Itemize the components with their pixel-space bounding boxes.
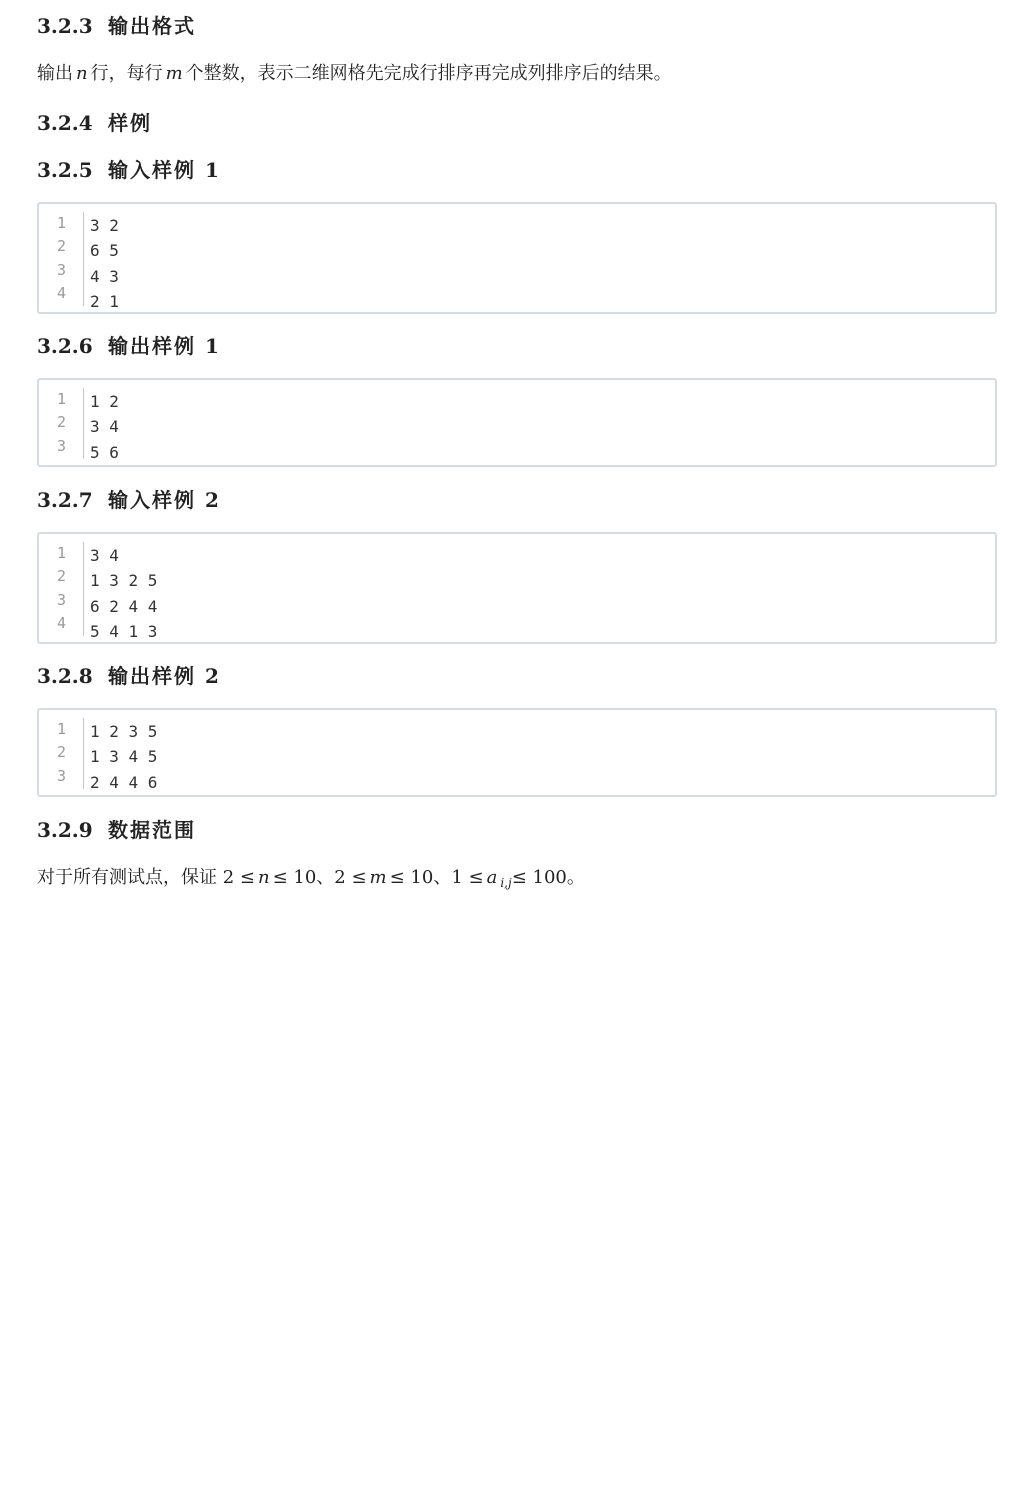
line-number-gutter <box>39 718 84 789</box>
text-run: 输出 <box>37 63 73 84</box>
section-number: 3.2.8 <box>37 664 93 688</box>
math-var-a: a <box>486 867 498 888</box>
code-line: 1 3 2 5 <box>90 571 158 591</box>
section-number: 3.2.4 <box>37 111 93 135</box>
section-title: 输入样例 1 <box>108 158 221 182</box>
text-run: 个整数，表示二维网格先完成行排序再完成列排序后的结果。 <box>185 63 672 84</box>
code-line: 1 3 4 5 <box>90 747 158 767</box>
text-run: 对于所有测试点，保证 2 ≤ <box>37 867 255 888</box>
math-var-n: n <box>76 63 88 84</box>
math-var-m: m <box>165 63 183 84</box>
code-line: 4 3 <box>90 266 119 286</box>
text-run: ≤ 10、2 ≤ <box>272 867 367 888</box>
data-range-paragraph <box>37 866 585 895</box>
code-line: 5 6 <box>90 442 119 462</box>
text-run: 行，每行 <box>90 63 163 84</box>
code-line: 6 2 4 4 <box>90 596 158 616</box>
line-number: 1 <box>56 720 66 738</box>
line-number: 1 <box>56 214 66 232</box>
code-line: 5 4 1 3 <box>90 621 158 641</box>
section-number: 3.2.5 <box>37 158 93 182</box>
line-number: 4 <box>56 613 66 632</box>
section-title: 输入样例 2 <box>108 488 221 512</box>
line-number: 3 <box>56 766 66 785</box>
code-lines <box>90 212 119 313</box>
code-line: 6 5 <box>90 241 119 261</box>
code-block-input-1[interactable] <box>37 202 997 314</box>
output-format-paragraph <box>37 62 672 86</box>
line-number: 3 <box>56 436 66 455</box>
section-heading-output-2 <box>37 664 221 688</box>
section-title: 数据范围 <box>108 818 196 842</box>
line-number: 1 <box>56 544 66 562</box>
section-number: 3.2.3 <box>37 14 93 38</box>
section-heading-input-2 <box>37 488 221 512</box>
line-number: 2 <box>56 743 66 762</box>
code-lines <box>90 542 157 643</box>
code-line: 3 2 <box>90 216 119 235</box>
section-heading-data-range <box>37 818 196 842</box>
section-title: 输出样例 1 <box>108 334 221 358</box>
section-number: 3.2.9 <box>37 818 93 842</box>
code-line: 1 2 3 5 <box>90 722 158 741</box>
code-lines <box>90 718 157 794</box>
text-run: ≤ 10、1 ≤ <box>389 867 484 888</box>
section-title: 输出格式 <box>108 14 196 38</box>
section-heading-output-1 <box>37 334 221 358</box>
line-number: 2 <box>56 237 66 256</box>
line-number-gutter <box>39 212 84 306</box>
code-line: 3 4 <box>90 417 119 437</box>
line-number: 3 <box>56 590 66 609</box>
line-number: 1 <box>56 390 66 408</box>
text-run: ≤ 100。 <box>511 867 585 888</box>
code-line: 2 4 4 6 <box>90 772 158 792</box>
line-number: 4 <box>56 283 66 302</box>
section-number: 3.2.7 <box>37 488 93 512</box>
code-block-input-2[interactable] <box>37 532 997 644</box>
line-number: 3 <box>56 260 66 279</box>
code-line: 1 2 <box>90 392 119 411</box>
code-block-output-2[interactable] <box>37 708 997 797</box>
code-line: 2 1 <box>90 291 119 311</box>
line-number: 2 <box>56 567 66 586</box>
code-block-output-1[interactable] <box>37 378 997 467</box>
code-lines <box>90 388 119 464</box>
section-number: 3.2.6 <box>37 334 93 358</box>
section-title: 输出样例 2 <box>108 664 221 688</box>
section-heading-input-1 <box>37 158 221 182</box>
code-line: 3 4 <box>90 546 119 565</box>
section-heading-examples <box>37 111 152 135</box>
math-var-m: m <box>369 867 387 888</box>
math-subscript: i,j <box>500 876 512 890</box>
section-title: 样例 <box>108 111 152 135</box>
line-number-gutter <box>39 542 84 636</box>
math-var-n: n <box>257 867 270 888</box>
line-number-gutter <box>39 388 84 459</box>
line-number: 2 <box>56 413 66 432</box>
section-heading-output-format <box>37 14 196 38</box>
